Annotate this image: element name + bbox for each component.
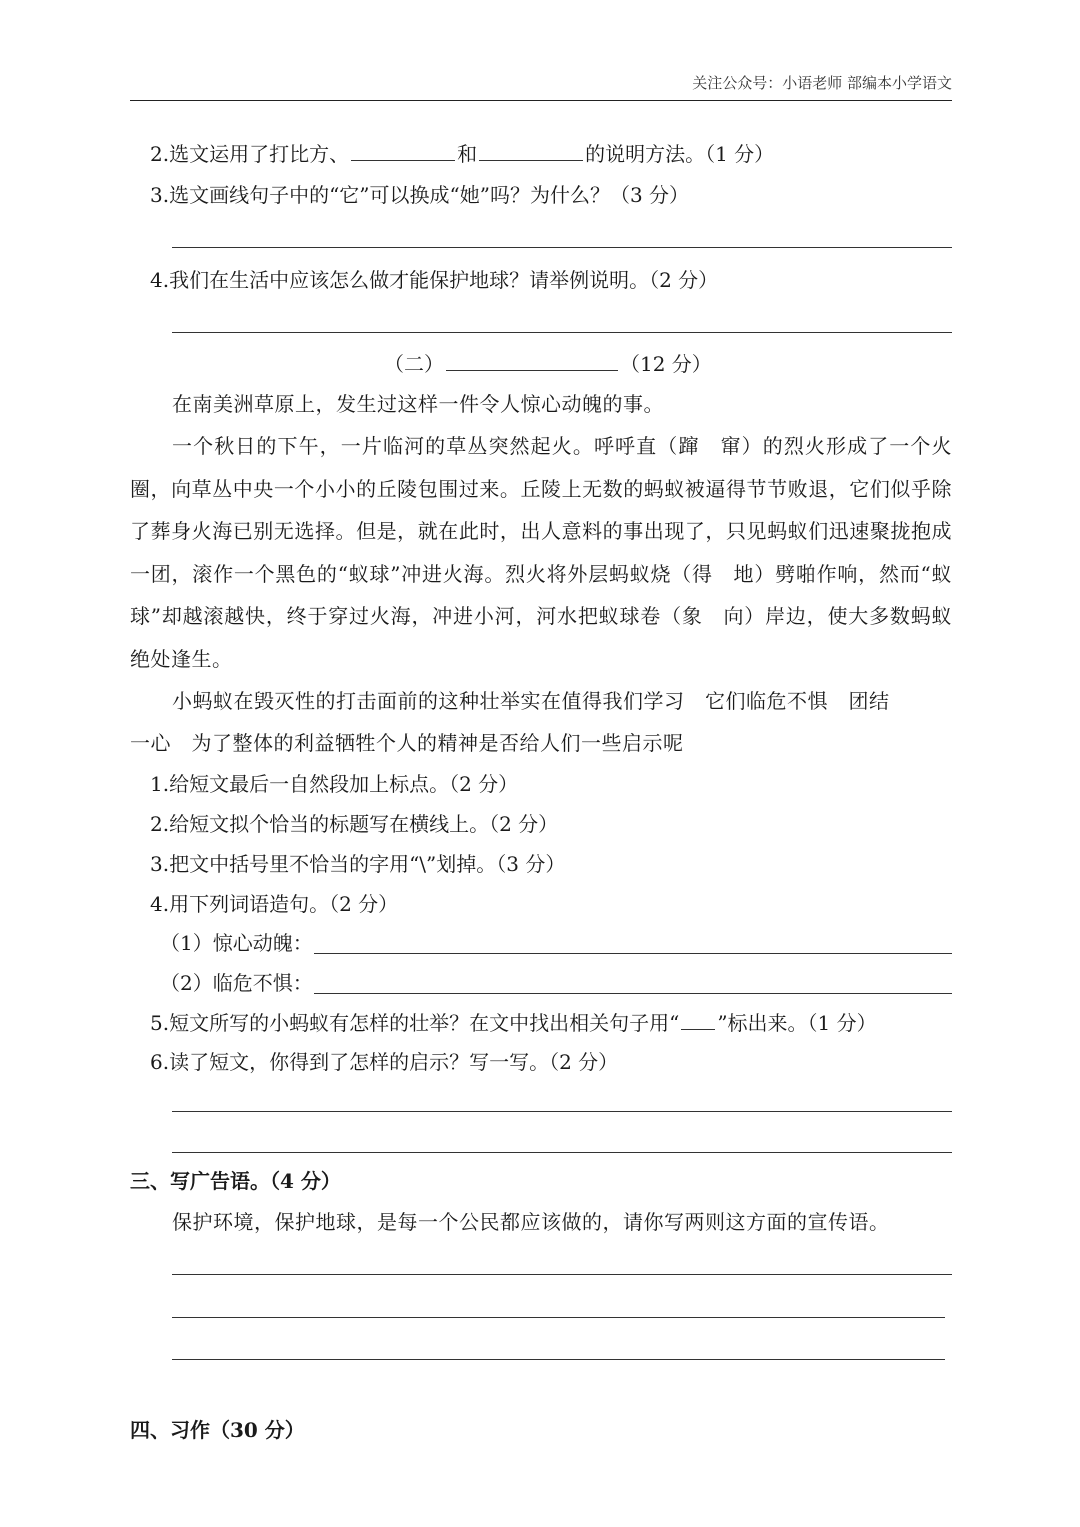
passage-paragraph-2: 一个秋日的下午，一片临河的草丛突然起火。呼呼直（蹿 窜）的烈火形成了一个火圈，向草丛中央一个小小的丘陵包围过来。丘陵上无数的蚂蚁被逼得节节败退，它们似乎除了葬身火海已别无选择。但是，就在此时，出人意料的事出现了，只见蚂蚁们迅速聚拢抱成一团，滚作一个黑色的“蚁球”冲进火海。烈火将外层蚂蚁烧（得 地）劈啪作响，然而“蚁球”却越滚越快，终于穿过火海，冲进小河，河水把蚁球卷（象 向）岸边，使大多数蚂蚁绝处逢生。 — [130, 434, 952, 671]
section-three-prompt: 保护环境，保护地球，是每一个公民都应该做的，请你写两则这方面的宣传语。 — [172, 1210, 890, 1234]
answer-line[interactable] — [172, 332, 952, 333]
passage-question-4: 4.用下列词语造句。（2 分） — [150, 892, 399, 916]
sentence-item-2: （2）临危不惧： — [160, 971, 313, 995]
question-5-prefix: 5.短文所写的小蚂蚁有怎样的壮举？在文中找出相关句子用“ — [150, 1011, 680, 1035]
answer-line[interactable] — [172, 1274, 952, 1275]
answer-line[interactable] — [172, 247, 952, 248]
section-two-label: （二） — [384, 352, 444, 376]
passage-question-2: 2.给短文拟个恰当的标题写在横线上。（2 分） — [150, 812, 559, 836]
passage-paragraph-3-line-2: 一心 为了整体的利益牺牲个人的精神是否给人们一些启示呢 — [130, 731, 684, 755]
question-2-suffix: 的说明方法。（1 分） — [585, 142, 775, 166]
passage-question-3: 3.把文中括号里不恰当的字用“\”划掉。（3 分） — [150, 852, 566, 876]
section-four-title: 四、习作（30 分） — [130, 1418, 305, 1442]
passage-question-1: 1.给短文最后一自然段加上标点。（2 分） — [150, 772, 519, 796]
section-two-score: （12 分） — [620, 352, 712, 376]
answer-line[interactable] — [172, 1359, 945, 1360]
passage-paragraph-3-line-1: 小蚂蚁在毁灭性的打击面前的这种壮举实在值得我们学习 它们临危不惧 团结 — [172, 689, 890, 713]
title-blank[interactable] — [446, 350, 618, 371]
answer-blank[interactable] — [479, 140, 583, 161]
answer-line[interactable] — [172, 1152, 952, 1153]
question-2-middle: 和 — [457, 142, 478, 166]
question-3: 3.选文画线句子中的“它”可以换成“她”吗？为什么？（3 分） — [150, 183, 690, 207]
passage-question-6: 6.读了短文，你得到了怎样的启示？写一写。（2 分） — [150, 1050, 619, 1074]
underline-mark — [681, 1015, 715, 1030]
question-5-suffix: ”标出来。（1 分） — [717, 1011, 877, 1035]
passage-question-5 — [150, 1010, 877, 1036]
sentence-item-1: （1）惊心动魄： — [160, 931, 313, 955]
answer-line[interactable] — [314, 993, 952, 994]
question-2-prefix: 2.选文运用了打比方、 — [150, 142, 350, 166]
answer-line[interactable] — [172, 1317, 945, 1318]
question-4: 4.我们在生活中应该怎么做才能保护地球？请举例说明。（2 分） — [150, 268, 719, 292]
passage-paragraph-1: 在南美洲草原上，发生过这样一件令人惊心动魄的事。 — [172, 392, 664, 416]
section-two-title — [384, 350, 712, 377]
section-three-title: 三、写广告语。（4 分） — [130, 1169, 341, 1193]
answer-blank[interactable] — [351, 140, 455, 161]
header-rule — [130, 100, 952, 101]
question-2 — [150, 140, 774, 167]
answer-line[interactable] — [314, 953, 952, 954]
page-header: 关注公众号：小语老师 部编本小学语文 — [692, 74, 952, 92]
answer-line[interactable] — [172, 1111, 952, 1112]
